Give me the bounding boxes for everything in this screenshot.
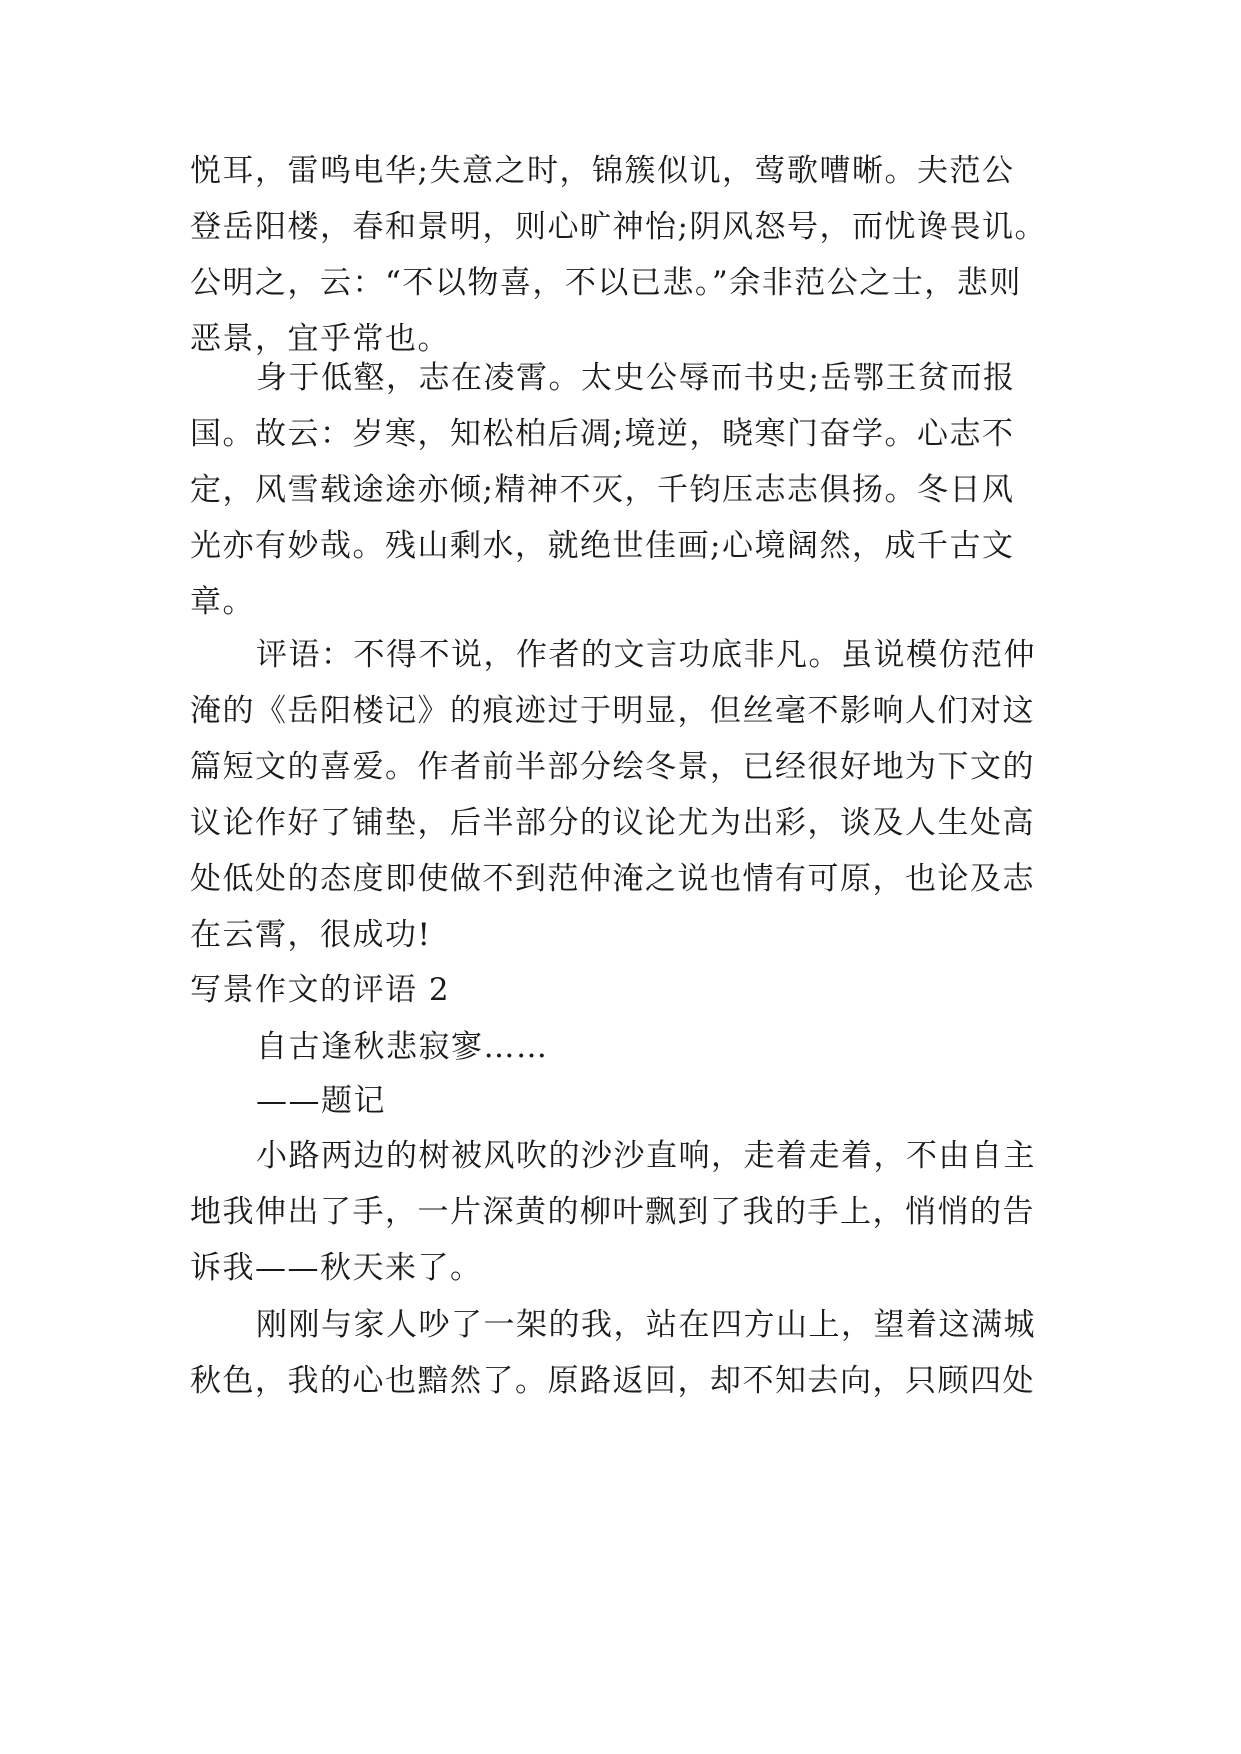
text-line: 恶景，宜乎常也。 [190, 321, 450, 357]
epigraph-text: 自古逢秋悲寂寥…… [256, 1029, 549, 1065]
text-line: 国。故云：岁寒，知松柏后凋;境逆，晓寒门奋学。心志不 [190, 416, 1015, 452]
text-line: 章。 [190, 584, 255, 620]
text-line: 登岳阳楼，春和景明，则心旷神怡;阴风怒号，而忧谗畏讥。 [190, 209, 1047, 245]
text-line: 小路两边的树被风吹的沙沙直响，走着走着，不由自主 [256, 1138, 1036, 1174]
text-line: 评语：不得不说，作者的文言功底非凡。虽说模仿范仲 [256, 637, 1036, 673]
text-line: 地我伸出了手，一片深黄的柳叶飘到了我的手上，悄悄的告 [190, 1194, 1035, 1230]
text-line: 秋色，我的心也黯然了。原路返回，却不知去向，只顾四处 [190, 1363, 1035, 1399]
text-line: 悦耳，雷鸣电华;失意之时，锦簇似讥，莺歌嘈晰。夫范公 [190, 153, 1015, 189]
text-line: 诉我——秋天来了。 [190, 1250, 483, 1286]
text-line: 刚刚与家人吵了一架的我，站在四方山上，望着这满城 [256, 1307, 1036, 1343]
text-line: 篇短文的喜爱。作者前半部分绘冬景，已经很好地为下文的 [190, 749, 1035, 785]
text-line: 淹的《岳阳楼记》的痕迹过于明显，但丝毫不影响人们对这 [190, 693, 1035, 729]
text-line: 议论作好了铺垫，后半部分的议论尤为出彩，谈及人生处高 [190, 805, 1035, 841]
text-line: 处低处的态度即使做不到范仲淹之说也情有可原，也论及志 [190, 861, 1035, 897]
section-heading: 写景作文的评语 2 [190, 972, 451, 1008]
text-line: 光亦有妙哉。残山剩水，就绝世佳画;心境阔然，成千古文 [190, 528, 1015, 564]
text-line: 定，风雪载途途亦倾;精神不灭，千钧压志志俱扬。冬日风 [190, 472, 1015, 508]
text-line: 公明之，云：“不以物喜，不以已悲。”余非范公之士，悲则 [190, 265, 1022, 301]
epigraph-attribution: ——题记 [256, 1083, 386, 1119]
text-line: 身于低壑，志在凌霄。太史公辱而书史;岳鄂王贫而报 [256, 360, 1016, 396]
text-line: 在云霄，很成功! [190, 917, 432, 953]
